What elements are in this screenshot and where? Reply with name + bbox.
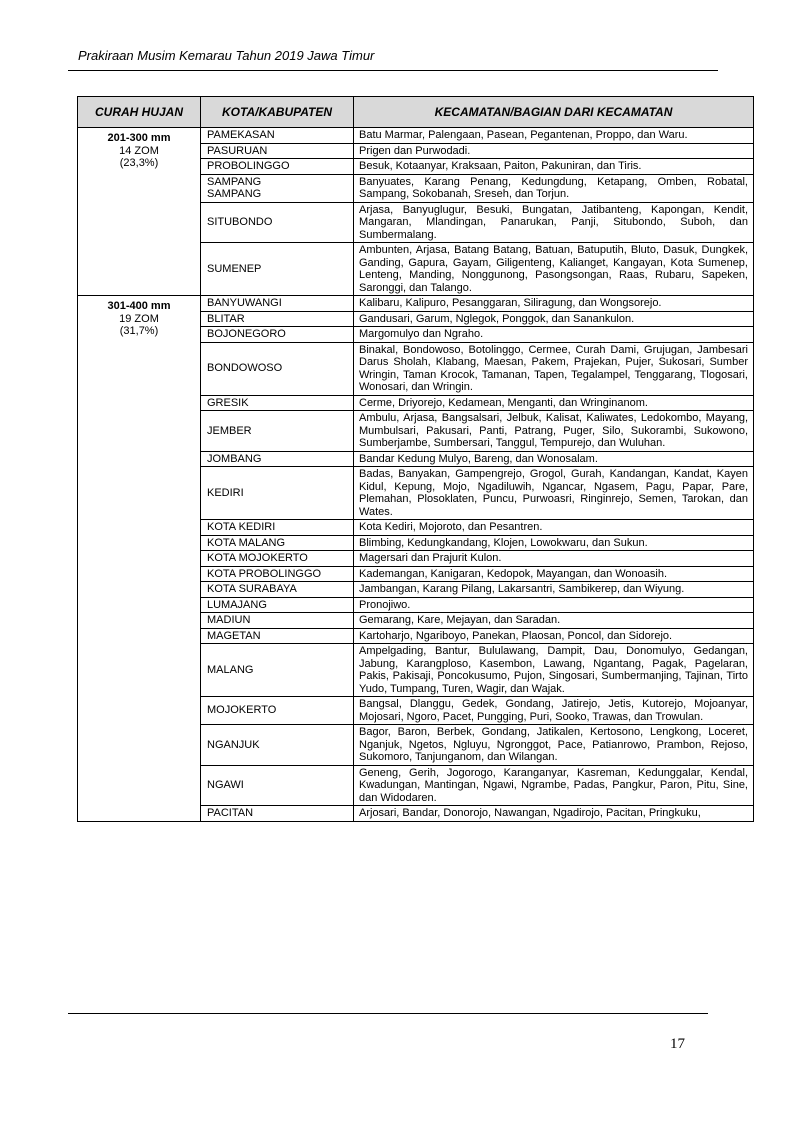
kota-kabupaten-cell: MADIUN bbox=[201, 613, 354, 629]
kecamatan-cell: Prigen dan Purwodadi. bbox=[354, 143, 754, 159]
kecamatan-cell: Kademangan, Kanigaran, Kedopok, Mayangan, dan Wonoasih. bbox=[354, 566, 754, 582]
footer-rule bbox=[68, 1013, 708, 1014]
kota-kabupaten-cell: GRESIK bbox=[201, 395, 354, 411]
kecamatan-cell: Batu Marmar, Palengaan, Pasean, Pegantenan, Proppo, dan Waru. bbox=[354, 128, 754, 144]
kecamatan-cell: Kartoharjo, Ngariboyo, Panekan, Plaosan, Poncol, dan Sidorejo. bbox=[354, 628, 754, 644]
rainfall-range: 201-300 mm bbox=[107, 132, 171, 144]
kecamatan-cell: Magersari dan Prajurit Kulon. bbox=[354, 551, 754, 567]
kota-kabupaten-cell: JEMBER bbox=[201, 411, 354, 452]
column-header-curah-hujan: CURAH HUJAN bbox=[78, 97, 201, 128]
kota-kabupaten-cell: MALANG bbox=[201, 644, 354, 697]
zom-count: 19 ZOM bbox=[119, 312, 159, 325]
kecamatan-cell: Kalibaru, Kalipuro, Pesanggaran, Siliragung, dan Wongsorejo. bbox=[354, 296, 754, 312]
kecamatan-cell: Banyuates, Karang Penang, Kedungdung, Ketapang, Omben, Robatal, Sampang, Sokobanah, Sreseh, dan Torjun. bbox=[354, 174, 754, 202]
kecamatan-cell: Binakal, Bondowoso, Botolinggo, Cermee, Curah Dami, Grujugan, Jambesari Darus Sholah, Klabang, Maesan, Pakem, Prajekan, Pujer, Sukosari, Sumber Wringin, Taman Krocok, Tamanan, Tapen, Tegalampel, Tenggarang, Tlogosari, Wonosari, dan Wringin. bbox=[354, 342, 754, 395]
rainfall-range: 301-400 mm bbox=[107, 300, 171, 312]
kecamatan-cell: Besuk, Kotaanyar, Kraksaan, Paiton, Pakuniran, dan Tiris. bbox=[354, 159, 754, 175]
kota-kabupaten-cell: SITUBONDO bbox=[201, 202, 354, 243]
kota-kabupaten-cell: KOTA MOJOKERTO bbox=[201, 551, 354, 567]
kota-kabupaten-cell: BANYUWANGI bbox=[201, 296, 354, 312]
rainfall-group-cell bbox=[78, 128, 201, 296]
kecamatan-cell: Arjosari, Bandar, Donorojo, Nawangan, Ngadirojo, Pacitan, Pringkuku, bbox=[354, 806, 754, 822]
header-rule bbox=[68, 70, 718, 71]
kota-kabupaten-cell: KOTA KEDIRI bbox=[201, 520, 354, 536]
kecamatan-cell: Ambunten, Arjasa, Batang Batang, Batuan, Batuputih, Bluto, Dasuk, Dungkek, Ganding, Gapura, Gayam, Giligenteng, Kalianget, Kangayan, Kota Sumenep, Lenteng, Manding, Nonggunong, Pasongsongan, Raas, Rubaru, Sapeken, Saronggi, dan Talango. bbox=[354, 243, 754, 296]
kecamatan-cell: Gandusari, Garum, Nglegok, Ponggok, dan Sanankulon. bbox=[354, 311, 754, 327]
kecamatan-cell: Cerme, Driyorejo, Kedamean, Menganti, dan Wringinanom. bbox=[354, 395, 754, 411]
table-header-row bbox=[78, 97, 754, 128]
kota-kabupaten-cell: PAMEKASAN bbox=[201, 128, 354, 144]
rainfall-group-cell bbox=[78, 296, 201, 822]
kecamatan-cell: Geneng, Gerih, Jogorogo, Karanganyar, Kasreman, Kedunggalar, Kendal, Kwadungan, Mantingan, Ngawi, Ngrambe, Padas, Pangkur, Paron, Pitu, Sine, dan Widodaren. bbox=[354, 765, 754, 806]
kota-kabupaten-cell: BLITAR bbox=[201, 311, 354, 327]
kecamatan-cell: Gemarang, Kare, Mejayan, dan Saradan. bbox=[354, 613, 754, 629]
kecamatan-cell: Ambulu, Arjasa, Bangsalsari, Jelbuk, Kalisat, Kaliwates, Ledokombo, Mayang, Mumbulsari, Pakusari, Panti, Patrang, Puger, Silo, Sukorambi, Sukowono, Sumberjambe, Sumbersari, Tanggul, Tempurejo, dan Wuluhan. bbox=[354, 411, 754, 452]
rainfall-table bbox=[77, 96, 754, 822]
kota-kabupaten-cell: SUMENEP bbox=[201, 243, 354, 296]
zom-percentage: (31,7%) bbox=[119, 325, 159, 337]
kecamatan-cell: Arjasa, Banyuglugur, Besuki, Bungatan, Jatibanteng, Kapongan, Kendit, Mangaran, Mlandingan, Panarukan, Panji, Situbondo, Suboh, dan Sumbermalang. bbox=[354, 202, 754, 243]
kecamatan-cell: Margomulyo dan Ngraho. bbox=[354, 327, 754, 343]
column-header-kecamatan: KECAMATAN/BAGIAN DARI KECAMATAN bbox=[354, 97, 754, 128]
kecamatan-cell: Kota Kediri, Mojoroto, dan Pesantren. bbox=[354, 520, 754, 536]
kota-kabupaten-cell: KEDIRI bbox=[201, 467, 354, 520]
page-number: 17 bbox=[670, 1036, 685, 1052]
document-header-title: Prakiraan Musim Kemarau Tahun 2019 Jawa Timur bbox=[78, 48, 375, 63]
kota-kabupaten-cell: KOTA PROBOLINGGO bbox=[201, 566, 354, 582]
kota-kabupaten-cell: PROBOLINGGO bbox=[201, 159, 354, 175]
kecamatan-cell: Badas, Banyakan, Gampengrejo, Grogol, Gurah, Kandangan, Kandat, Kayen Kidul, Kepung, Mojo, Ngadiluwih, Ngancar, Ngasem, Pagu, Papar, Pare, Plemahan, Plosoklaten, Puncu, Purwoasri, Ringinrejo, Semen, Tarokan, dan Wates. bbox=[354, 467, 754, 520]
table-row bbox=[78, 128, 754, 144]
kecamatan-cell: Blimbing, Kedungkandang, Klojen, Lowokwaru, dan Sukun. bbox=[354, 535, 754, 551]
kota-kabupaten-cell: SAMPANG SAMPANG bbox=[201, 174, 354, 202]
kota-kabupaten-cell: LUMAJANG bbox=[201, 597, 354, 613]
kota-kabupaten-cell: KOTA MALANG bbox=[201, 535, 354, 551]
kota-kabupaten-cell: JOMBANG bbox=[201, 451, 354, 467]
kota-kabupaten-cell: PASURUAN bbox=[201, 143, 354, 159]
kota-kabupaten-cell: NGAWI bbox=[201, 765, 354, 806]
table-row bbox=[78, 296, 754, 312]
kota-kabupaten-cell: KOTA SURABAYA bbox=[201, 582, 354, 598]
kecamatan-cell: Pronojiwo. bbox=[354, 597, 754, 613]
kota-kabupaten-cell: MOJOKERTO bbox=[201, 697, 354, 725]
kota-kabupaten-cell: PACITAN bbox=[201, 806, 354, 822]
zom-percentage: (23,3%) bbox=[119, 157, 159, 169]
kecamatan-cell: Jambangan, Karang Pilang, Lakarsantri, Sambikerep, dan Wiyung. bbox=[354, 582, 754, 598]
zom-count: 14 ZOM bbox=[119, 144, 159, 157]
kecamatan-cell: Bagor, Baron, Berbek, Gondang, Jatikalen, Kertosono, Lengkong, Loceret, Nganjuk, Ngetos, Ngluyu, Ngronggot, Pace, Patianrowo, Prambon, Rejoso, Sukomoro, Tanjunganom, dan Wilangan. bbox=[354, 725, 754, 766]
column-header-kota-kabupaten: KOTA/KABUPATEN bbox=[201, 97, 354, 128]
kecamatan-cell: Bangsal, Dlanggu, Gedek, Gondang, Jatirejo, Jetis, Kutorejo, Mojoanyar, Mojosari, Ngoro, Pacet, Pungging, Puri, Sooko, Trawas, dan Trowulan. bbox=[354, 697, 754, 725]
kota-kabupaten-cell: NGANJUK bbox=[201, 725, 354, 766]
table-body bbox=[78, 128, 754, 822]
kota-kabupaten-cell: MAGETAN bbox=[201, 628, 354, 644]
kota-kabupaten-cell: BONDOWOSO bbox=[201, 342, 354, 395]
kecamatan-cell: Bandar Kedung Mulyo, Bareng, dan Wonosalam. bbox=[354, 451, 754, 467]
kota-kabupaten-cell: BOJONEGORO bbox=[201, 327, 354, 343]
kecamatan-cell: Ampelgading, Bantur, Bululawang, Dampit, Dau, Donomulyo, Gedangan, Jabung, Karangploso, Kasembon, Lawang, Ngantang, Pagak, Pagelaran, Pakis, Pakisaji, Poncokusumo, Pujon, Singosari, Sumbermanjing, Tajinan, Tirto Yudo, Tumpang, Turen, Wagir, dan Wajak. bbox=[354, 644, 754, 697]
